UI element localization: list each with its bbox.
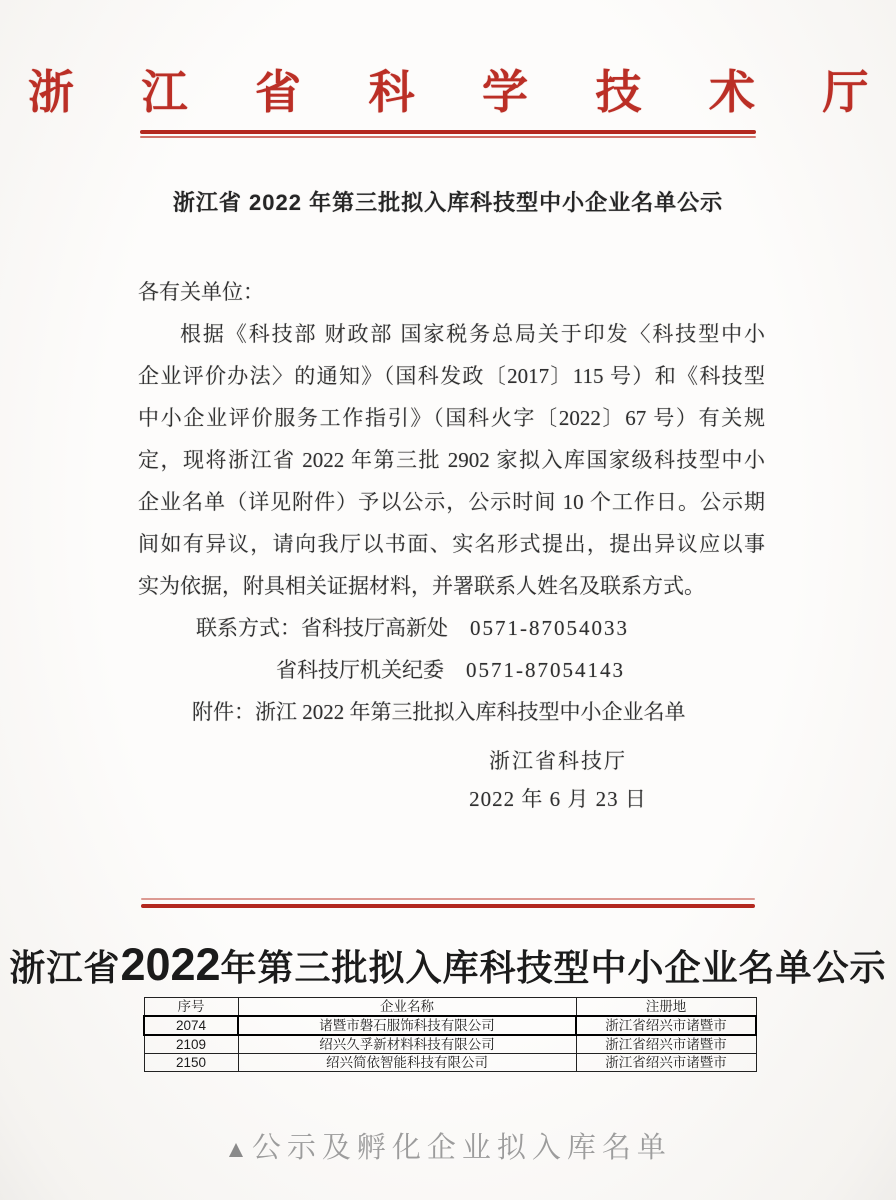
triangle-marker-icon: ▲ xyxy=(224,1136,248,1163)
image-caption xyxy=(0,1130,896,1168)
red-rule-bottom xyxy=(141,898,755,908)
cell-company: 绍兴久孚新材料科技有限公司 xyxy=(238,1035,576,1054)
contact-row xyxy=(196,607,896,649)
table-row xyxy=(144,1054,756,1072)
col-header-company: 企业名称 xyxy=(238,998,576,1017)
notice-paragraph xyxy=(138,313,765,607)
contact-label: 联系方式： xyxy=(196,616,301,640)
col-header-no: 序号 xyxy=(144,998,238,1017)
contact-phone: 0571-87054033 xyxy=(470,616,629,640)
cell-company: 诸暨市磐石服饰科技有限公司 xyxy=(238,1016,576,1035)
cell-no: 2109 xyxy=(144,1035,238,1054)
cell-location: 浙江省绍兴市诸暨市 xyxy=(576,1054,756,1072)
roster-title-suffix: 年第三批拟入库科技型中小企业名单公示 xyxy=(220,947,887,988)
attachment-line: 附件：浙江 2022 年第三批拟入库科技型中小企业名单 xyxy=(192,700,686,724)
contact-row xyxy=(276,649,896,691)
letterhead-title: 浙 江 省 科 学 技 术 厅 xyxy=(28,67,896,118)
paragraph-line: 根据《科技部 财政部 国家税务总局关于印发〈科技型中小 xyxy=(180,322,765,346)
cell-location: 浙江省绍兴市诸暨市 xyxy=(576,1016,756,1035)
table-header-row xyxy=(144,998,756,1017)
notice-title: 浙江省 2022 年第三批拟入库科技型中小企业名单公示 xyxy=(172,190,724,215)
paragraph-line: 定，现将浙江省 2022 年第三批 2902 家拟入库国家级科技型中小 xyxy=(138,448,765,472)
salutation: 各有关单位： xyxy=(138,280,264,304)
signature-block xyxy=(110,749,896,811)
cell-location: 浙江省绍兴市诸暨市 xyxy=(576,1035,756,1054)
table-row xyxy=(144,1035,756,1054)
red-rule-bottom-thin-line xyxy=(141,898,755,900)
signature-date: 2022 年 6 月 23 日 xyxy=(469,787,647,811)
red-rule-top-thick-line xyxy=(140,130,756,134)
notice-body xyxy=(0,186,896,811)
contact-dept: 省科技厅机关纪委 xyxy=(276,658,444,682)
paragraph-line: 企业名单（详见附件）予以公示，公示时间 10 个工作日。公示期 xyxy=(138,490,765,514)
contact-dept: 省科技厅高新处 xyxy=(301,616,448,640)
cell-company: 绍兴简依智能科技有限公司 xyxy=(238,1054,576,1072)
contact-phone: 0571-87054143 xyxy=(466,658,625,682)
roster-table xyxy=(143,997,757,1072)
paragraph-line: 中小企业评价服务工作指引》（国科火字〔2022〕67 号）有关规 xyxy=(138,406,765,430)
caption-text: 公示及孵化企业拟入库名单 xyxy=(251,1132,672,1164)
cell-no: 2074 xyxy=(144,1016,238,1035)
roster-section xyxy=(0,939,896,1072)
red-rule-top xyxy=(140,130,756,138)
red-rule-bottom-thick-line xyxy=(141,904,755,908)
paragraph-line: 实为依据，附具相关证据材料，并署联系人姓名及联系方式。 xyxy=(138,574,705,598)
paragraph-line: 间如有异议，请向我厅以书面、实名形式提出，提出异议应以事 xyxy=(138,532,765,556)
red-rule-top-thin-line xyxy=(140,136,756,138)
col-header-location: 注册地 xyxy=(576,998,756,1017)
cell-no: 2150 xyxy=(144,1054,238,1072)
paragraph-line: 企业评价办法〉的通知》（国科发政〔2017〕115 号）和《科技型 xyxy=(138,364,765,388)
roster-title-prefix: 浙江省 xyxy=(9,947,121,988)
table-row xyxy=(144,1016,756,1035)
signer-name: 浙江省科技厅 xyxy=(489,749,627,773)
roster-title-year: 2022 xyxy=(120,939,221,990)
letterhead xyxy=(0,68,896,138)
roster-title xyxy=(0,939,896,991)
